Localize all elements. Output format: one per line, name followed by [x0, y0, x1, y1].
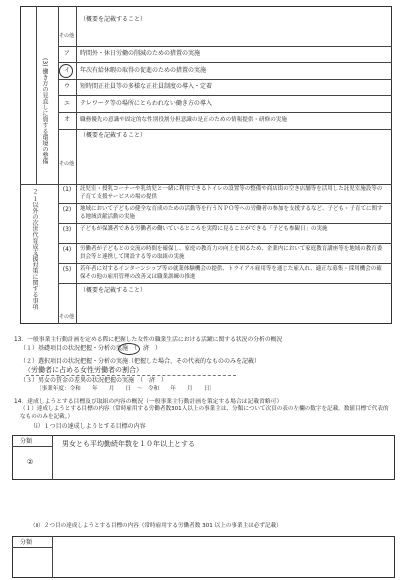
goal2-label: 分類	[20, 539, 33, 546]
section2-label: ２ １以外の次世代育成支援対策に関する事項	[31, 188, 38, 310]
row-mark: イ	[63, 67, 70, 74]
row-divider	[58, 283, 392, 284]
row-divider	[58, 112, 392, 113]
top-sonota-text: （概要を記載すること）	[80, 16, 147, 23]
item13-line3b: 〔事業年度：令和 年 月 日 ～ 令和 年 月 日〕	[36, 386, 216, 392]
row-divider	[58, 203, 392, 204]
box-divider	[12, 547, 52, 548]
row-divider	[58, 95, 392, 96]
goal1-number: ②	[27, 458, 34, 466]
item13-line3: （３）男女の賃金の差異の状況把握の実施 （ 済 ）	[20, 377, 168, 384]
row-divider	[58, 263, 392, 264]
box-divider	[12, 446, 52, 447]
done-oval	[118, 343, 140, 355]
section2-sonota-label: その他	[59, 314, 75, 320]
row-mark: (2)	[62, 206, 72, 213]
item13-title: 13．一般事業主行動計画を定める際に把握した女性の職業生活における活躍に関する状況の分析の概況	[14, 337, 283, 343]
item14-sub1: （ⅰ）１つ目の達成しようとする目標の内容	[30, 423, 146, 430]
item13-line2: （２）選択項目の状況把握・分析の実施（把握した場合、その代表的なもののみを記載）	[20, 358, 261, 365]
box-divider	[52, 536, 53, 578]
section1-sonota-label: その他	[59, 161, 75, 167]
row-mark: ア	[63, 50, 70, 57]
row-mark: ウ	[63, 83, 70, 90]
section2-sonota-text: （概要を記載すること）	[80, 287, 147, 294]
row-mark: (4)	[62, 246, 72, 253]
row-divider	[58, 129, 392, 130]
row-divider	[58, 79, 392, 80]
row-text: 短時間正社員等の多様な正社員制度の導入・定着	[80, 83, 213, 90]
row-mark: (3)	[62, 226, 72, 233]
row-text: 時間外・休日労働の削減のための措置の実施	[80, 50, 201, 57]
box-divider	[52, 435, 53, 480]
table-col-divider	[76, 6, 77, 324]
row-text: 子どもが保護者である労働者の働いているところを実際に見ることができる「子ども参観日」の実施	[80, 226, 328, 232]
row-text: 地域において子どもの健全な育成のための活動等を行うＮＰＯ等への労働者の参加を支援するなど、子ども・子育てに関する地域貢献活動の実施	[80, 206, 383, 220]
row-text: テレワーク等の場所にとらわれない働き方の導入	[80, 100, 212, 107]
row-text: 年次有給休暇の取得の促進のための措置の実施	[80, 67, 207, 74]
row-mark: (1)	[62, 186, 72, 193]
dotted-underline	[26, 375, 236, 376]
item14-title: 14．達成しようとする目標及び取組の内容の概況（一般事業主行動計画を策定する場合は記載省略可）	[14, 399, 283, 405]
goal1-label: 分類	[20, 438, 33, 445]
section1-sonota-text: （概要を記載すること）	[80, 132, 147, 139]
item14-sub2: （ⅱ）２つ目の達成しようとする目標の内容（常時雇用する労働者数 301 以上の事業主は必ず記載）	[30, 523, 282, 529]
row-mark: エ	[63, 100, 70, 107]
row-text: 労働者が子どもとの交流の時間を確保し、家庭の教育力の向上を図るため、企業内において家庭教育講座等を地域の教育委員会等と連携して開設する等の取組の実施	[80, 246, 383, 260]
row-mark: オ	[63, 116, 70, 123]
row-divider	[58, 62, 392, 63]
row-mark: (5)	[62, 266, 72, 273]
row-divider	[58, 223, 392, 224]
row-divider	[58, 46, 392, 47]
row-divider	[58, 243, 392, 244]
row-text: 託児室・授乳コーナーや乳幼児と一緒に利用できるトイレの設置等の整備や商店街の空き店舗等を活用した託児室施設等の子育て支援サービスの場の提供	[80, 186, 383, 200]
table-col-divider	[36, 6, 37, 184]
row-text: 若年者に対するインターンシップ等の就業体験機会の提供、トライアル雇用等を通じた雇入れ、適正な募集・採用機会の確保その他の雇用管理の改善又は職業訓練の推進	[80, 266, 382, 280]
goal-box-2	[12, 536, 395, 578]
item13-line2b: （労働者に占める女性労働者の割合）	[24, 366, 143, 374]
section1-label: (3) 働き方の見直しに資する環境の整備	[41, 58, 48, 165]
item13-line1: （１）基礎項目の状況把握・分析の実施 （ 済 ）	[20, 345, 162, 352]
goal1-text: 男女とも平均勤続年数を１０年以上とする	[62, 440, 195, 448]
item14-line1: （１）達成しようとする目標の内容（常時雇用する労働者数301人以上の事業主は、分類について次頁の表の左欄の数字を記載。数値目標で代表的なもののみを記載。）	[20, 406, 389, 420]
row-text: 職務優先の意識や固定的な性別役割分担意識の是正のための情報提供・研修の実施	[80, 117, 287, 123]
top-sonota-label: その他	[59, 33, 75, 39]
